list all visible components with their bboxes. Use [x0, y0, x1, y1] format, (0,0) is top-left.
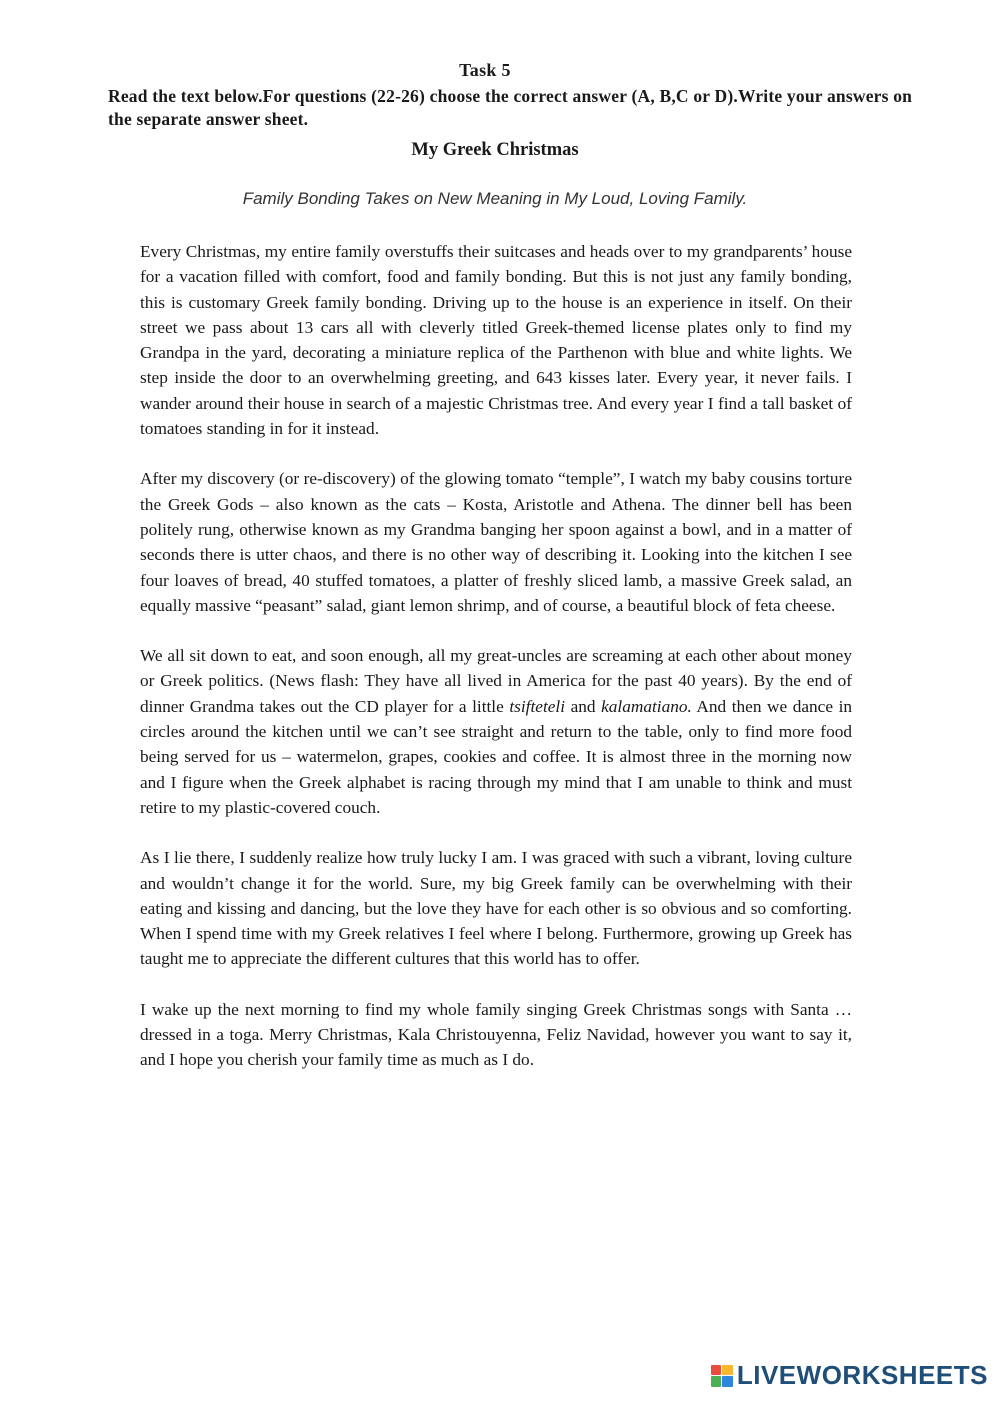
paragraph-5: I wake up the next morning to find my whole family singing Greek Christmas songs with Santa … dressed in a toga. Merry Christmas, Kala Christouyenna, Feliz Navidad, however you want to say it, and I hope you cherish your family time as much as I do. — [140, 999, 852, 1070]
paragraph-3 — [140, 643, 852, 820]
article-subtitle: Family Bonding Takes on New Meaning in My Loud, Loving Family. — [242, 189, 748, 208]
task-instructions: Read the text below.For questions (22-26) choose the correct answer (A, B,C or D).Write your answers on the separate answer sheet. — [108, 86, 913, 129]
logo-square-3 — [711, 1376, 722, 1387]
paragraph-3-text-a: We all sit down to eat, and soon enough, all my great-uncles are screaming at each other about money or Greek politics. (News flash: They have all lived in America for the past 40 years). By the end of dinner Grandma takes out the CD player for a little — [140, 646, 852, 716]
paragraph-3-text-b: and — [565, 696, 602, 716]
dance-name-tsifteteli: tsifteteli — [509, 696, 566, 716]
paragraph-1: Every Christmas, my entire family overstuffs their suitcases and heads over to my grandparents’ house for a vacation filled with comfort, food and family bonding. But this is not just any family bonding, this is customary Greek family bonding. Driving up to the house is an experience in itself. On their street we pass about 13 cars all with cleverly titled Greek-themed license plates only to find my Grandpa in the yard, decorating a miniature replica of the Parthenon with blue and white lights. We step inside the door to an overwhelming greeting, and 643 kisses later. Every year, it never fails. I wander around their house in search of a majestic Christmas tree. And every year I find a tall basket of tomatoes standing in for it instead. — [140, 242, 852, 439]
logo-square-1 — [711, 1365, 722, 1376]
dance-name-kalamatiano: kalamatiano. — [601, 696, 692, 716]
liveworksheets-logo[interactable] — [711, 1360, 988, 1391]
liveworksheets-logo-icon — [711, 1365, 733, 1387]
liveworksheets-logo-text: LIVEWORKSHEETS — [736, 1360, 988, 1390]
paragraph-4: As I lie there, I suddenly realize how truly lucky I am. I was graced with such a vibrant, loving culture and wouldn’t change it for the world. Sure, my big Greek family can be overwhelming with their eating and kissing and dancing, but the love they have for each other is so obvious and so comforting. When I spend time with my Greek relatives I feel where I belong. Furthermore, growing up Greek has taught me to appreciate the different cultures that this world has to offer. — [140, 848, 852, 969]
logo-square-2 — [722, 1365, 733, 1376]
paragraph-2: After my discovery (or re-discovery) of the glowing tomato “temple”, I watch my baby cousins torture the Greek Gods – also known as the cats – Kosta, Aristotle and Athena. The dinner bell has been politely rung, otherwise known as my Grandma banging her spoon against a bowl, and in a matter of seconds there is utter chaos, and there is no other way of describing it. Looking into the kitchen I see four loaves of bread, 40 stuffed tomatoes, a platter of freshly sliced lamb, a massive Greek salad, an equally massive “peasant” salad, giant lemon shrimp, and of course, a beautiful block of feta cheese. — [140, 469, 852, 615]
logo-square-4 — [722, 1376, 733, 1387]
task-title: Task 5 — [459, 60, 511, 80]
article-body — [140, 239, 852, 1098]
article-title: My Greek Christmas — [411, 140, 579, 160]
paragraph-3-text-c: And then we dance in circles around the kitchen until we can’t see straight and return to the table, only to find more food being served for us – watermelon, grapes, cookies and coffee. It is almost three in the morning now and I figure when the Greek alphabet is racing through my mind that I am unable to think and must retire to my plastic-covered couch. — [140, 696, 853, 817]
